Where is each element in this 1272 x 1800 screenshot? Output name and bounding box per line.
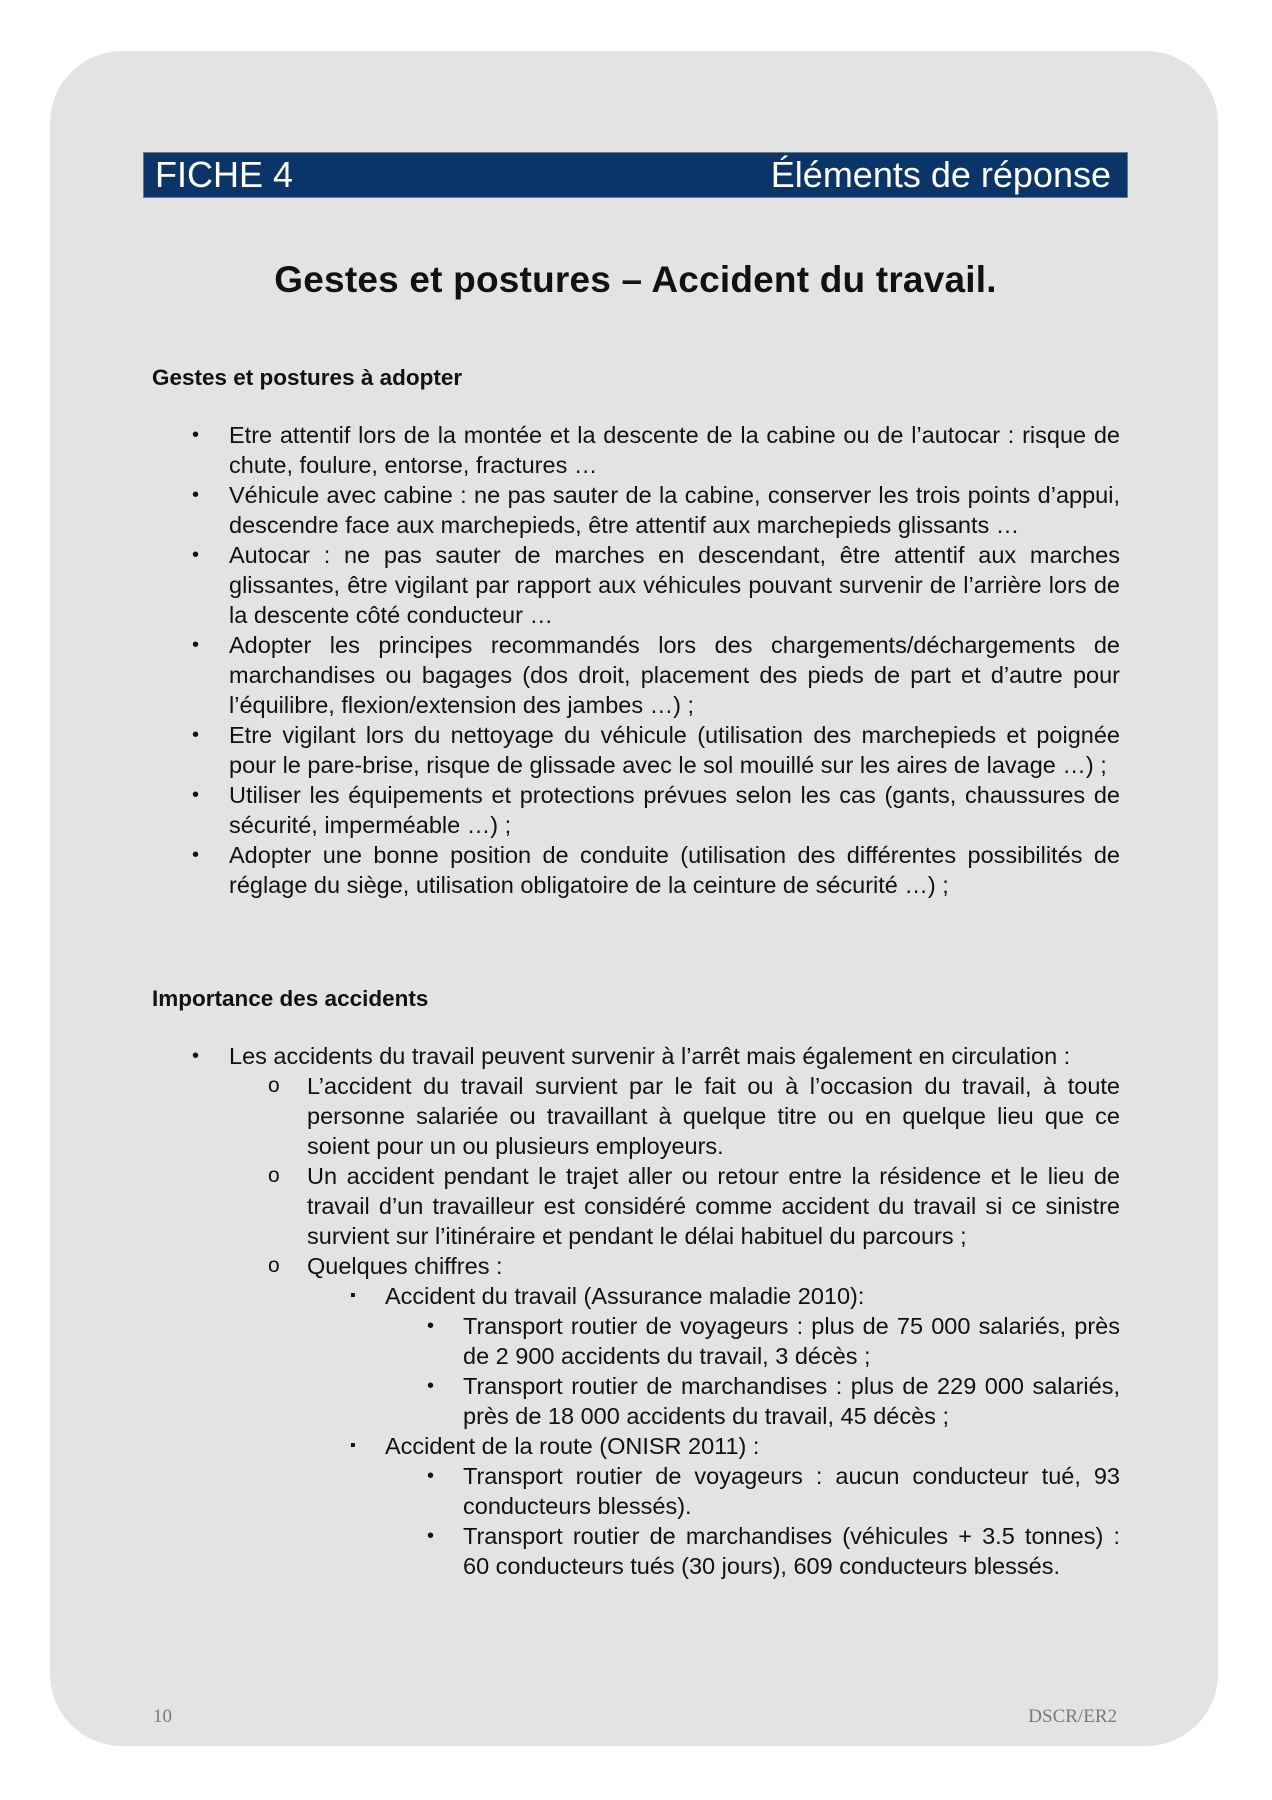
figures-item: • Transport routier de voyageurs : plus de 75 000 salariés, près de 2 900 accidents du travail, 3 décès ; — [427, 1313, 1120, 1369]
figures-item: • Transport routier de voyageurs : aucun conducteur tué, 93 conducteurs blessés). — [427, 1463, 1120, 1519]
fiche-header-bar — [143, 152, 1128, 198]
bullet-disc-icon: • — [192, 724, 200, 746]
bullet-disc-icon: • — [427, 1465, 435, 1487]
bullet-disc-icon: • — [192, 1045, 200, 1067]
figures-category: ▪ Accident du travail (Assurance maladie 2010): — [350, 1283, 865, 1309]
bullet-disc-icon: • — [427, 1315, 435, 1337]
page-number: 10 — [153, 1706, 172, 1727]
section-heading-importance: Importance des accidents — [152, 986, 429, 1011]
bullet-disc-icon: • — [427, 1525, 435, 1547]
bullet-disc-icon: • — [192, 424, 200, 446]
gestes-list — [0, 420, 1272, 900]
sub-list-item: o Un accident pendant le trajet aller ou retour entre la résidence et le lieu de travail d’un travailleur est considéré comme accident du travail si ce sinistre survient sur l’itinéraire et pendant le délai habituel du parcours ; — [268, 1163, 1120, 1249]
list-item: • Adopter les principes recommandés lors des chargements/déchargements de marchandises ou bagages (dos droit, placement des pieds de part et d’autre pour l’équilibre, flexion/extension des jambes …) ; — [192, 632, 1120, 718]
list-item: • Autocar : ne pas sauter de marches en descendant, être attentif aux marches glissantes, être vigilant par rapport aux véhicules pouvant survenir de l’arrière lors de la descente côté conducteur … — [192, 542, 1120, 628]
bullet-circle-icon: o — [268, 1254, 280, 1277]
bullet-disc-icon: • — [192, 484, 200, 506]
fiche-number: FICHE 4 — [155, 154, 294, 195]
document-reference: DSCR/ER2 — [1028, 1706, 1117, 1727]
bullet-disc-icon: • — [192, 844, 200, 866]
sub-list-item: o Quelques chiffres : — [268, 1253, 503, 1279]
bullet-square-icon: ▪ — [350, 1437, 356, 1454]
sub-list-item: o L’accident du travail survient par le fait ou à l’occasion du travail, à toute personne salariée ou travaillant à quelque titre ou en quelque lieu que ce soient pour un ou plusieurs employeurs. — [268, 1073, 1120, 1159]
list-item: • Etre attentif lors de la montée et la descente de la cabine ou de l’autocar : risque de chute, foulure, entorse, fractures … — [192, 422, 1120, 478]
figures-item: • Transport routier de marchandises (véhicules + 3.5 tonnes) : 60 conducteurs tués (30 jours), 609 conducteurs blessés. — [427, 1523, 1120, 1579]
bullet-circle-icon: o — [268, 1164, 280, 1187]
bullet-disc-icon: • — [427, 1375, 435, 1397]
figures-category: ▪ Accident de la route (ONISR 2011) : — [350, 1433, 760, 1459]
bullet-disc-icon: • — [192, 634, 200, 656]
list-item: • Les accidents du travail peuvent survenir à l’arrêt mais également en circulation : — [192, 1043, 1071, 1069]
list-item: • Véhicule avec cabine : ne pas sauter de la cabine, conserver les trois points d’appui, descendre face aux marchepieds, être attentif aux marchepieds glissants … — [192, 482, 1120, 538]
bullet-square-icon: ▪ — [350, 1287, 356, 1304]
fiche-subtitle: Éléments de réponse — [770, 154, 1111, 195]
page-title: Gestes et postures – Accident du travail. — [274, 259, 997, 300]
bullet-disc-icon: • — [192, 544, 200, 566]
bullet-disc-icon: • — [192, 784, 200, 806]
bullet-circle-icon: o — [268, 1074, 280, 1097]
list-item: • Adopter une bonne position de conduite (utilisation des différentes possibilités de réglage du siège, utilisation obligatoire de la ceinture de sécurité …) ; — [192, 842, 1120, 898]
list-item: • Utiliser les équipements et protections prévues selon les cas (gants, chaussures de sécurité, imperméable …) ; — [192, 782, 1120, 838]
list-item: • Etre vigilant lors du nettoyage du véhicule (utilisation des marchepieds et poignée pour le pare-brise, risque de glissade avec le sol mouillé sur les aires de lavage …) ; — [192, 722, 1120, 778]
section-heading-gestes: Gestes et postures à adopter — [152, 365, 463, 390]
importance-list — [0, 1041, 1272, 1581]
figures-item: • Transport routier de marchandises : plus de 229 000 salariés, près de 18 000 accidents du travail, 45 décès ; — [427, 1373, 1120, 1429]
